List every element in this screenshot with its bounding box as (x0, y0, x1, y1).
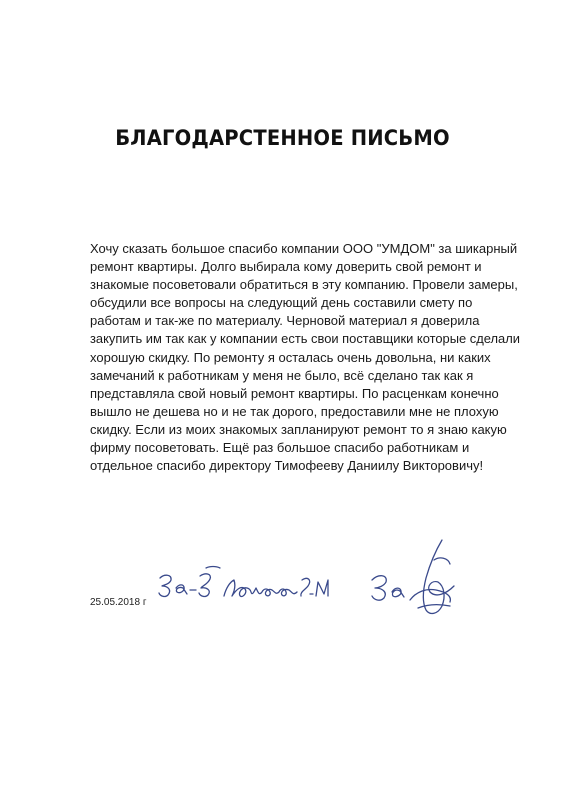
body-line: скидку. Если из моих знакомых запланируют ремонт то я знаю какую (90, 421, 507, 437)
body-line: хорошую скидку. По ремонту я осталась очень довольна, ни каких (90, 349, 491, 365)
body-line: вышло не дешева но и не так дорого, предоставили мне не плохую (90, 403, 499, 419)
body-line: фирму посоветовать. Ещё раз большое спасибо работникам и (90, 440, 470, 456)
letter-body (90, 240, 520, 475)
letter-title: БЛАГОДАРСТЕННОЕ ПИСЬМО (115, 126, 450, 150)
body-line: знакомые посоветовали обратиться в эту компанию. Провели замеры, (90, 277, 518, 293)
body-line: работам и так-же по материалу. Черновой материал я доверила (90, 313, 480, 329)
letter-date: 25.05.2018 г (90, 597, 147, 608)
body-line: замечаний к работникам у меня не было, всё сделано так как я (90, 367, 474, 383)
body-line: закупить им так как у компании есть свои поставщики которые сделали (90, 331, 520, 347)
body-line: Хочу сказать большое спасибо компании ООО "УМДОМ" за шикарный (90, 241, 518, 256)
body-line: обсудили все вопросы на следующий день составили смету по (90, 295, 473, 311)
body-line: представляла свой новый ремонт квартиры. По расценкам конечно (90, 385, 499, 401)
body-line: ремонт квартиры. Долго выбирала кому доверить свой ремонт и (90, 259, 482, 275)
handwritten-signature (150, 530, 480, 630)
body-line: отдельное спасибо директору Тимофееву Даниилу Викторовичу! (90, 458, 484, 474)
